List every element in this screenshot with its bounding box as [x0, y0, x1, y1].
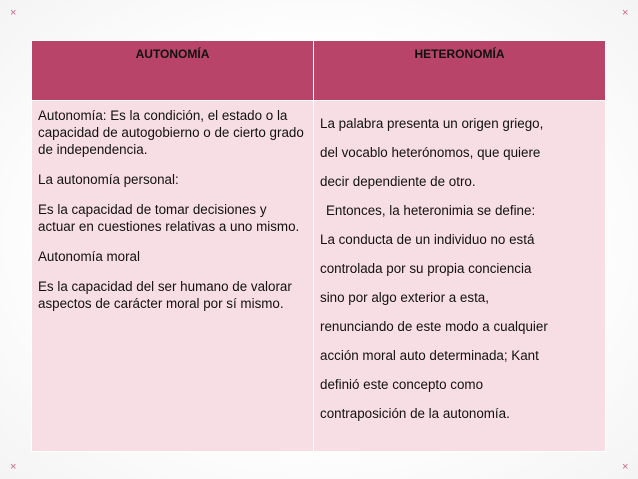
table-header-row [32, 41, 606, 101]
corner-mark-bottom-right: × [622, 461, 629, 473]
autonomia-personal-heading: La autonomía personal: [38, 172, 179, 187]
autonomia-definition: Autonomía: Es la condición, el estado o la capacidad de autogobierno o de cierto grado de independencia. [38, 108, 304, 157]
heteronomia-line: controlada por su propia conciencia [320, 261, 532, 276]
comparison-table [31, 40, 606, 452]
heteronomia-line: renunciando de este modo a cualquier [320, 319, 548, 334]
corner-mark-bottom-left: × [10, 461, 17, 473]
corner-mark-top-left: × [10, 7, 17, 19]
heteronomia-line: acción moral auto determinada; Kant [320, 348, 539, 363]
autonomia-personal-text: Es la capacidad de tomar decisiones y actuar en cuestiones relativas a uno mismo. [38, 202, 300, 234]
heteronomia-cell [314, 101, 606, 452]
heteronomia-line: Entonces, la heteronimia se define: [326, 203, 536, 218]
autonomia-cell [32, 101, 314, 452]
heteronomia-line: contraposición de la autonomía. [320, 406, 510, 421]
heteronomia-line: del vocablo heterónomos, que quiere [320, 145, 541, 160]
autonomia-moral-text: Es la capacidad del ser humano de valorar aspectos de carácter moral por sí mismo. [38, 279, 292, 311]
heteronomia-line: sino por algo exterior a esta, [320, 290, 489, 305]
header-autonomia: AUTONOMÍA [32, 41, 314, 101]
corner-mark-top-right: × [622, 7, 629, 19]
heteronomia-line: decir dependiente de otro. [320, 174, 476, 189]
heteronomia-line: La palabra presenta un origen griego, [320, 116, 544, 131]
heteronomia-line: La conducta de un individuo no está [320, 232, 535, 247]
autonomia-moral-heading: Autonomía moral [38, 249, 140, 264]
heteronomia-line: definió este concepto como [320, 377, 484, 392]
header-heteronomia: HETERONOMÍA [314, 41, 606, 101]
table-row [32, 101, 606, 452]
